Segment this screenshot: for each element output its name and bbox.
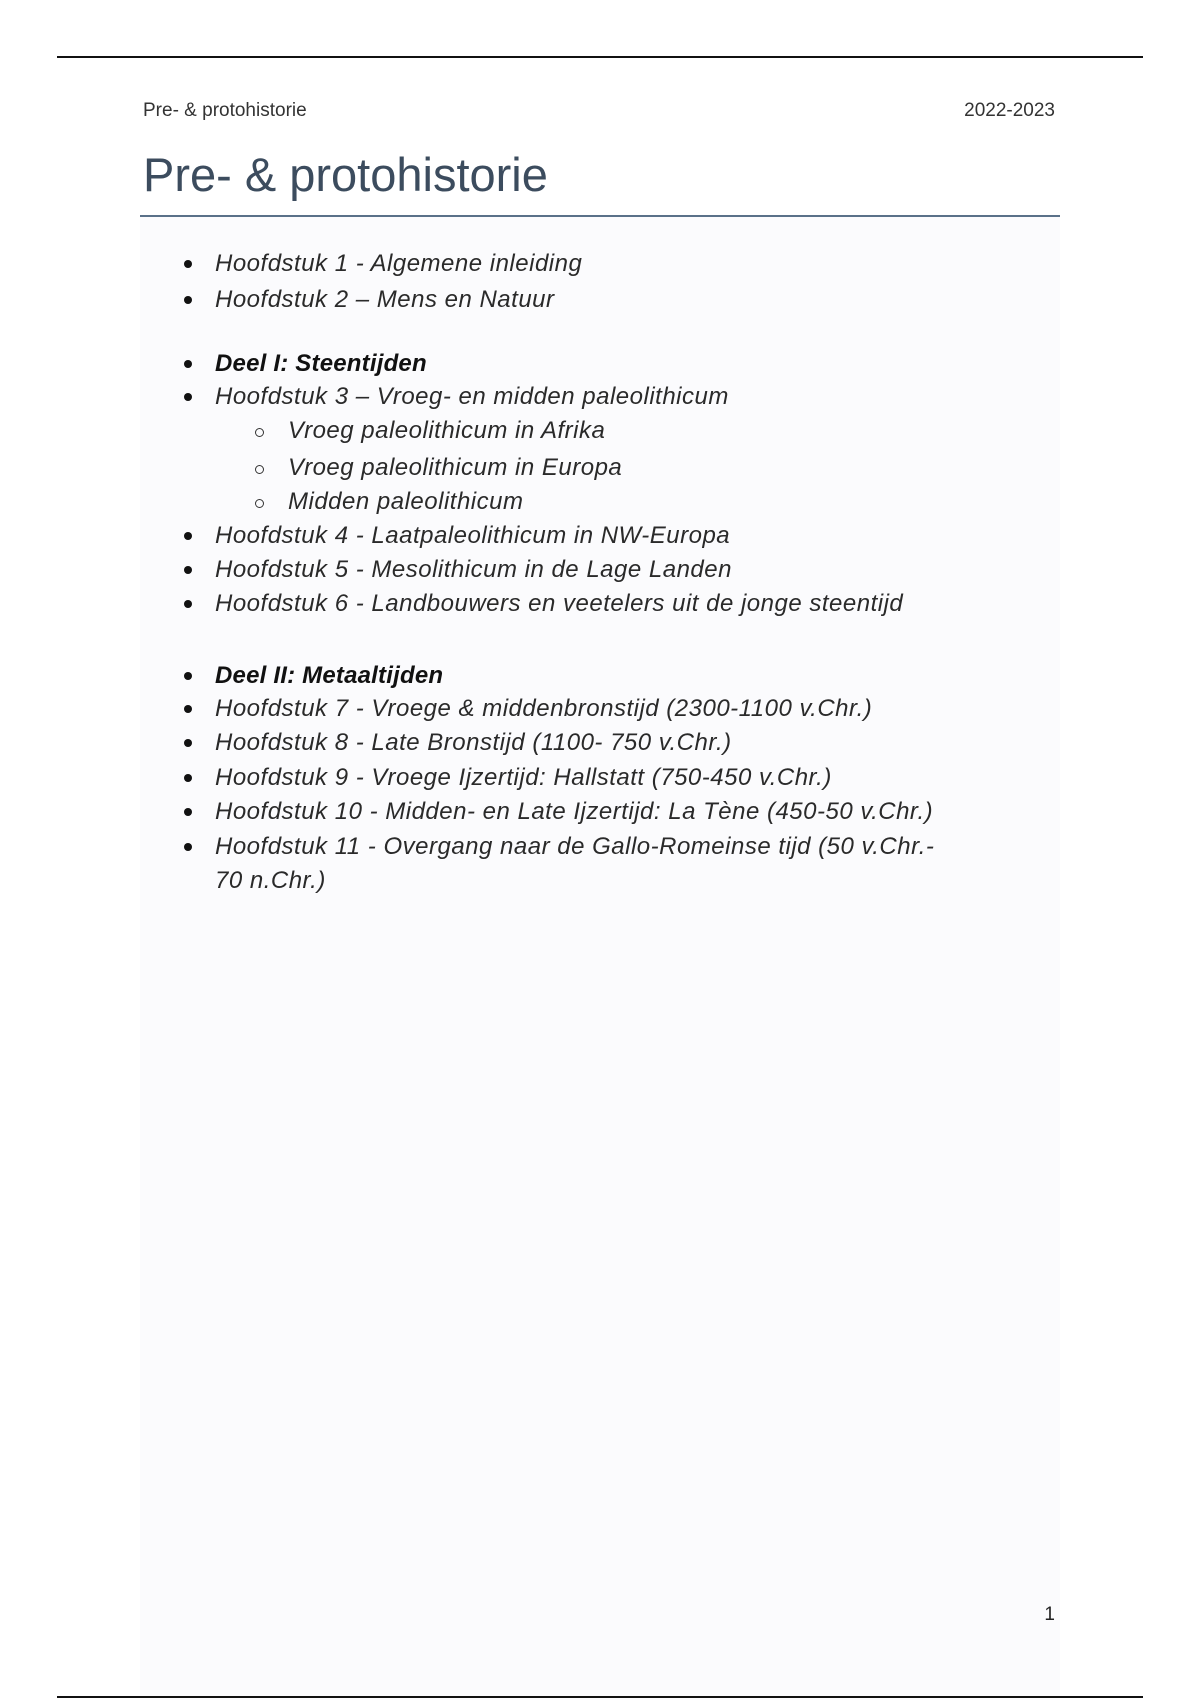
toc-item-chapter-1[interactable]: Hoofdstuk 1 - Algemene inleiding <box>215 250 583 277</box>
bullet-icon <box>184 260 192 268</box>
bullet-icon <box>184 808 192 816</box>
running-header-title: Pre- & protohistorie <box>143 100 307 121</box>
toc-part-1-heading[interactable]: Deel I: Steentijden <box>215 350 427 377</box>
toc-item-chapter-5[interactable]: Hoofdstuk 5 - Mesolithicum in de Lage Landen <box>215 556 732 583</box>
circle-bullet-icon <box>255 499 264 508</box>
running-header-year: 2022-2023 <box>964 100 1055 121</box>
bullet-icon <box>184 705 192 713</box>
toc-item-chapter-4[interactable]: Hoofdstuk 4 - Laatpaleolithicum in NW-Europa <box>215 522 731 549</box>
page-bottom-rule <box>57 1696 1143 1698</box>
toc-item-chapter-9[interactable]: Hoofdstuk 9 - Vroege Ijzertijd: Hallstatt (750-450 v.Chr.) <box>215 764 832 791</box>
document-title: Pre- & protohistorie <box>143 148 548 201</box>
toc-subitem-chapter-3-3[interactable]: Midden paleolithicum <box>288 488 524 515</box>
page-number: 1 <box>1044 1604 1055 1625</box>
toc-item-chapter-8[interactable]: Hoofdstuk 8 - Late Bronstijd (1100- 750 v.Chr.) <box>215 729 732 756</box>
bullet-icon <box>184 843 192 851</box>
toc-item-chapter-3[interactable]: Hoofdstuk 3 – Vroeg- en midden paleolithicum <box>215 383 729 410</box>
bullet-icon <box>184 393 192 401</box>
toc-item-chapter-10[interactable]: Hoofdstuk 10 - Midden- en Late Ijzertijd: La Tène (450-50 v.Chr.) <box>215 798 934 825</box>
bullet-icon <box>184 296 192 304</box>
toc-item-chapter-7[interactable]: Hoofdstuk 7 - Vroege & middenbronstijd (2300-1100 v.Chr.) <box>215 695 873 722</box>
bullet-icon <box>184 532 192 540</box>
toc-subitem-chapter-3-1[interactable]: Vroeg paleolithicum in Afrika <box>288 417 606 444</box>
toc-item-chapter-11-continued[interactable]: 70 n.Chr.) <box>215 867 326 894</box>
bullet-icon <box>184 774 192 782</box>
bullet-icon <box>184 600 192 608</box>
circle-bullet-icon <box>255 428 264 437</box>
circle-bullet-icon <box>255 465 264 474</box>
bullet-icon <box>184 739 192 747</box>
toc-item-chapter-2[interactable]: Hoofdstuk 2 – Mens en Natuur <box>215 286 555 313</box>
bullet-icon <box>184 360 192 368</box>
toc-subitem-chapter-3-2[interactable]: Vroeg paleolithicum in Europa <box>288 454 623 481</box>
bullet-icon <box>184 672 192 680</box>
toc-item-chapter-6[interactable]: Hoofdstuk 6 - Landbouwers en veetelers uit de jonge steentijd <box>215 590 904 617</box>
toc-part-2-heading[interactable]: Deel II: Metaaltijden <box>215 662 444 689</box>
bullet-icon <box>184 566 192 574</box>
toc-item-chapter-11[interactable]: Hoofdstuk 11 - Overgang naar de Gallo-Romeinse tijd (50 v.Chr.- <box>215 833 935 860</box>
